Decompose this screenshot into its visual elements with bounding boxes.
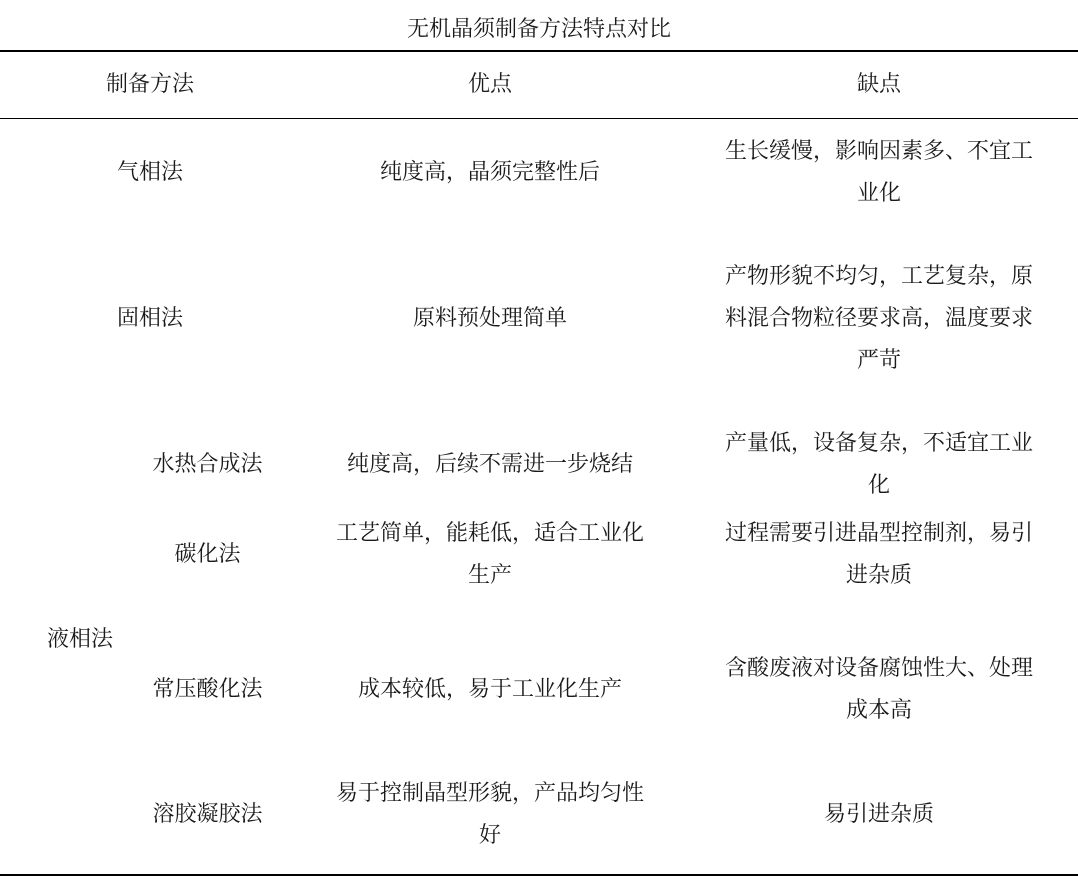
pros-cell [300,645,680,735]
cons-line: 过程需要引进晶型控制剂，易引 [724,521,1033,546]
pros-line: 纯度高，晶须完整性后 [379,160,600,185]
sub-method-cell: 溶胶凝胶法 [152,802,263,827]
header-cons: 缺点 [856,72,901,97]
cons-line: 业化 [856,181,901,206]
pros-line: 生产 [467,563,512,588]
group-label-liquid: 液相法 [46,627,113,652]
cons-line: 化 [867,473,890,498]
cons-line: 严苛 [856,348,901,373]
pros-line: 纯度高，后续不需进一步烧结 [346,452,633,477]
cons-line: 易引进杂质 [823,802,934,827]
cons-line: 生长缓慢，影响因素多、不宜工 [724,139,1033,164]
bottom-rule [0,874,1078,876]
pros-cell [300,420,680,510]
cons-cell [680,510,1078,600]
cons-cell [680,233,1078,405]
cons-cell [680,770,1078,860]
method-cell: 气相法 [116,160,183,185]
cons-line: 成本高 [845,698,912,723]
sub-method-cell: 碳化法 [174,542,241,567]
header-method: 制备方法 [105,72,194,97]
pros-cell [300,233,680,405]
pros-line: 易于控制晶型形貌，产品均匀性 [335,781,644,806]
pros-cell [300,770,680,860]
pros-cell [300,510,680,600]
pros-cell [300,128,680,218]
cons-line: 含酸废液对设备腐蚀性大、处理 [724,656,1033,681]
cons-line: 料混合物粒径要求高，温度要求 [724,306,1033,331]
pros-line: 好 [478,823,501,848]
pros-line: 原料预处理简单 [412,306,567,331]
sub-method-cell: 常压酸化法 [152,677,263,702]
method-cell: 固相法 [116,306,183,331]
cons-cell [680,128,1078,218]
sub-method-cell: 水热合成法 [152,452,263,477]
pros-line: 工艺简单，能耗低，适合工业化 [335,521,644,546]
cons-cell [680,645,1078,735]
cons-cell [680,420,1078,510]
cons-line: 进杂质 [845,563,912,588]
header-rule [0,118,1078,119]
table-caption: 无机晶须制备方法特点对比 [406,17,671,42]
pros-line: 成本较低，易于工业化生产 [357,677,622,702]
cons-line: 产物形貌不均匀，工艺复杂，原 [724,264,1033,289]
header-pros: 优点 [467,72,512,97]
cons-line: 产量低，设备复杂，不适宜工业 [724,431,1033,456]
